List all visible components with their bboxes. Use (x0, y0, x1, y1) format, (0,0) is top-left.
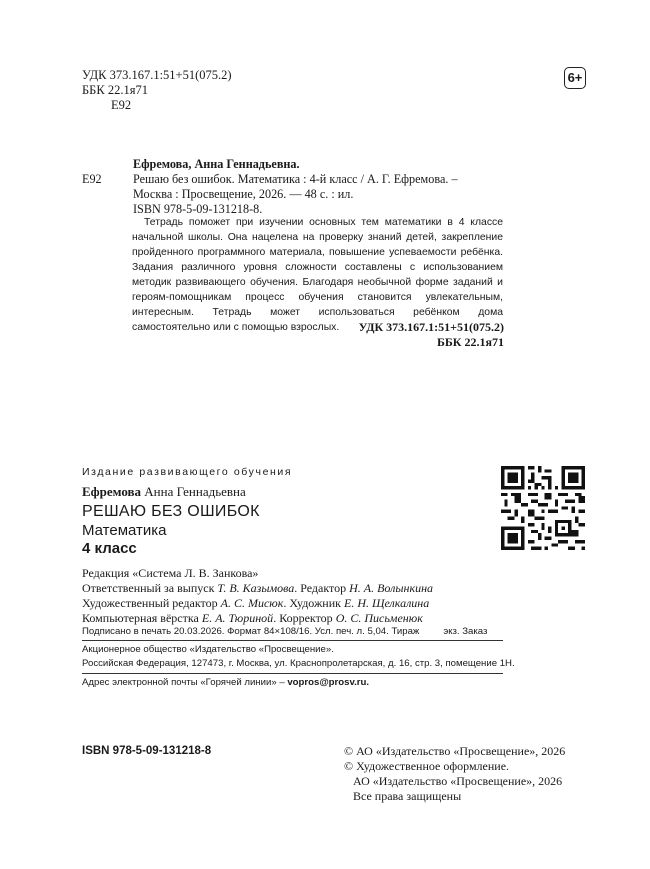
divider-2 (82, 673, 503, 674)
footer-isbn: ISBN 978-5-09-131218-8 (82, 745, 212, 757)
copyright-line-4: Все права защищены (353, 789, 462, 803)
udk-code: УДК 373.167.1:51+51(075.2) (82, 68, 232, 82)
copyright-line-1: © АО «Издательство «Просвещение», 2026 (344, 744, 566, 758)
bib-code: Е92 (82, 172, 102, 186)
publisher-address: Российская Федерация, 127473, г. Москва, ул. Краснопролетарская, д. 16, стр. 3, помещение 1Н. (82, 658, 515, 669)
annotation (132, 215, 503, 335)
imprint-author (82, 484, 246, 500)
copyright-line-3: АО «Издательство «Просвещение», 2026 (353, 774, 563, 788)
credits-block (82, 566, 433, 626)
copyright-block (344, 744, 565, 804)
annotation-text: Тетрадь поможет при изучении основных тем математики в 4 классе начальной школы. Она нацелена на проверку знаний детей, закрепление пройденного программного материала, повышение успеваемости ребёнка. Задания различного уровня сложности составлены с использованием методик развивающего обучения. Благодаря необычной форме заданий и героям-помощникам процесс обучения становится увлекательным, интересным. Тетрадь может использоваться ребёнком дома самостоятельно или с помощью взрослых. (132, 217, 503, 333)
print-info: Подписано в печать 20.03.2026. Формат 84×108/16. Усл. печ. л. 5,04. Тираж экз. Заказ (82, 626, 488, 637)
series-label: Издание развивающего обучения (82, 466, 293, 478)
qr-code (501, 466, 585, 550)
credit-line-3: Компьютерная вёрстка Е. А. Тюриной. Корректор О. С. Письменюк (82, 611, 423, 625)
email-link[interactable]: vopros@prosv.ru. (287, 677, 370, 688)
author-mark: Е92 (111, 98, 132, 112)
copyright-line-2: © Художественное оформление. (344, 759, 510, 773)
author-name: Анна Геннадьевна (144, 484, 246, 499)
hotline-email: Адрес электронной почты «Горячей линии» – vopros@prosv.ru. (82, 677, 370, 688)
book-subject: Математика (82, 522, 167, 539)
annotation-bbk: ББК 22.1я71 (436, 335, 504, 349)
publisher-name: Акционерное общество «Издательство «Просвещение». (82, 644, 334, 655)
bib-isbn: ISBN 978-5-09-131218-8. (133, 202, 263, 216)
age-rating-badge: 6+ (564, 67, 586, 89)
bib-line2: Москва : Просвещение, 2026. — 48 с. : ил. (133, 187, 354, 201)
credit-line-2: Художественный редактор А. С. Мисюк. Художник Е. Н. Щелкалина (82, 596, 430, 610)
bib-line1: Решаю без ошибок. Математика : 4-й класс / А. Г. Ефремова. – (133, 172, 458, 186)
annotation-udk: УДК 373.167.1:51+51(075.2) (358, 320, 504, 334)
credit-editorial: Редакция «Система Л. В. Занкова» (82, 566, 259, 580)
bib-author: Ефремова, Анна Геннадьевна. (133, 157, 300, 171)
book-title: РЕШАЮ БЕЗ ОШИБОК (82, 503, 260, 520)
bbk-code: ББК 22.1я71 (82, 83, 148, 97)
book-grade: 4 класс (82, 540, 137, 557)
credit-line-1: Ответственный за выпуск Т. В. Казымова. Редактор Н. А. Волынкина (82, 581, 434, 595)
author-surname: Ефремова (82, 484, 142, 499)
divider-1 (82, 640, 503, 641)
